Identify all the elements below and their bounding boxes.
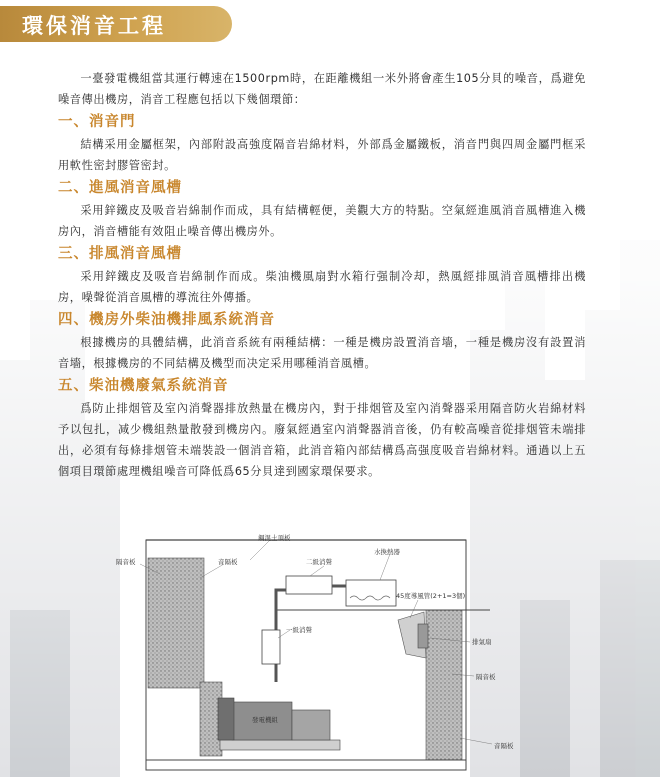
label-exhaust-fan: 排氣扇 — [472, 638, 492, 646]
water-exchanger-box — [346, 580, 396, 606]
right-insulation-wall — [426, 610, 462, 760]
section-2 — [58, 176, 586, 242]
label-sound-insulation-bottom: 音隔板 — [494, 742, 514, 750]
label-water-exchanger: 水換熱器 — [374, 548, 400, 556]
section-body: 結構采用金屬框架，內部附設高強度隔音岩綿材料，外部爲金屬鐵板，消音門與四周金屬門框采用軟性密封膠管密封。 — [58, 138, 586, 172]
section-heading: 三、排風消音風槽 — [58, 246, 182, 262]
label-exhaust-duct: 45度導風管(2+1=3個) — [396, 592, 466, 600]
label-silencer-1: 一級消聲 — [286, 626, 312, 634]
intro-paragraph: 一臺發電機組當其運行轉速在1500rpm時，在距離機組一米外將會產生105分貝的噪音，爲避免噪音傳出機房，消音工程應包括以下幾個環節： — [58, 72, 586, 106]
section-3 — [58, 242, 586, 308]
section-heading: 二、進風消音風槽 — [58, 180, 182, 196]
section-body: 采用鋅鐵皮及吸音岩綿制作而成。柴油機風扇對水箱行强制冷却，熱風經排風消音風槽排出機房，噪聲從消音風槽的導流往外傳播。 — [58, 270, 586, 304]
generator-alternator — [292, 710, 330, 740]
main-content — [58, 68, 586, 482]
label-sound-insulation: 音隔板 — [218, 558, 238, 566]
section-heading: 一、消音門 — [58, 114, 136, 130]
silencer-1-box — [262, 630, 280, 664]
label-soundproof-left: 隔音板 — [116, 558, 136, 566]
silencer-2-box — [286, 576, 332, 594]
section-body: 采用鋅鐵皮及吸音岩綿制作而成，具有結構輕便，美觀大方的特點。空氣經進風消音風槽進入機房內，消音槽能有效阻止噪音傳出機房外。 — [58, 204, 586, 238]
section-1 — [58, 110, 586, 176]
label-soundproof-right: 隔音板 — [476, 673, 496, 681]
section-heading: 四、機房外柴油機排風系統消音 — [58, 312, 275, 328]
label-ceiling: 鋼混土頂板 — [258, 534, 291, 542]
page-title: 環保消音工程 — [22, 14, 166, 38]
section-5 — [58, 374, 586, 482]
generator-base — [220, 740, 340, 750]
generator-room-diagram — [100, 534, 540, 774]
exhaust-fan — [418, 624, 428, 648]
section-body: 根據機房的具體結構，此消音系統有兩種結構：一種是機房設置消音墻，一種是機房沒有設置消音墻，根據機房的不同結構及機型而决定采用哪種消音風槽。 — [58, 336, 586, 370]
generator-radiator — [218, 698, 234, 740]
label-generator: 發電機組 — [252, 716, 278, 724]
section-4 — [58, 308, 586, 374]
label-silencer-2: 二級消聲 — [306, 558, 332, 566]
section-heading: 五、柴油機廢氣系統消音 — [58, 378, 229, 394]
section-body: 爲防止排烟管及室內消聲器排放熱量在機房內，對于排烟管及室內消聲器采用隔音防火岩綿材料予以包扎，减少機組熱量散發到機房內。廢氣經過室內消聲器消音後，仍有較高噪音從排烟管未端排出，必須有每條排烟管未端裝設一個消音箱，此消音箱內部結構爲高强度吸音岩綿材料。通過以上五個項目環節處理機組噪音可降低爲65分貝達到國家環保要求。 — [58, 402, 586, 478]
left-insulation-wall — [148, 558, 204, 688]
